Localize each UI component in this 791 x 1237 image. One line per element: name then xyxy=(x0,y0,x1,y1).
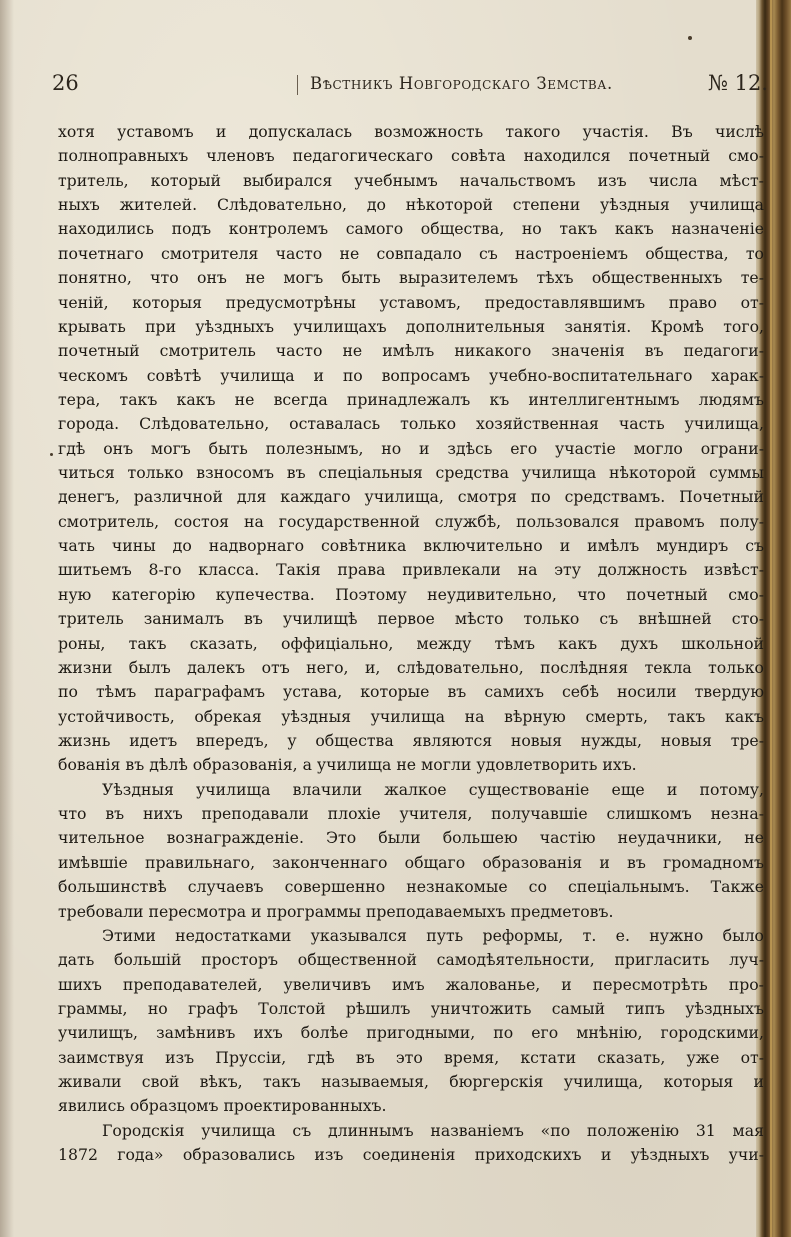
text-line: по тѣмъ параграфамъ устава, которые въ самихъ себѣ носили твердую xyxy=(58,682,764,702)
text-line: почетный смотритель часто не имѣлъ никакого значенія въ педагоги- xyxy=(58,341,764,361)
text-line: шитьемъ 8-го класса. Такія права привлекали на эту должность извѣст- xyxy=(58,560,764,580)
text-line: Уѣздныя училища влачили жалкое существованіе еще и потому, xyxy=(102,779,764,799)
text-line: ную категорію купечества. Поэтому неудивительно, что почетный смо- xyxy=(58,584,764,604)
ink-speck xyxy=(688,36,692,40)
text-line: хотя уставомъ и допускалась возможность такого участія. Въ числѣ xyxy=(58,122,764,141)
text-line: живали свой вѣкъ, такъ называемыя, бюргерскія училища, которыя и xyxy=(58,1072,764,1092)
ink-speck xyxy=(50,453,53,456)
text-line: тритель, который выбирался учебнымъ начальствомъ изъ числа мѣст- xyxy=(58,170,764,190)
text-line: почетнаго смотрителя часто не совпадало съ настроеніемъ общества, то xyxy=(58,243,764,263)
text-line: чительное вознагражденіе. Это были большею частію неудачники, не xyxy=(58,828,764,848)
header-divider xyxy=(297,75,298,95)
text-line: находились подъ контролемъ самого общества, но такъ какъ назначеніе xyxy=(58,219,764,239)
text-line: Этими недостатками указывался путь реформы, т. е. нужно было xyxy=(102,925,764,945)
text-line: жизнь идетъ впередъ, у общества являются новыя нужды, новыя тре- xyxy=(58,730,764,750)
text-line: дать большій просторъ общественной самодѣятельности, пригласить луч- xyxy=(58,950,764,970)
text-line: шихъ преподавателей, увеличивъ имъ жалованье, и пересмотрѣть про- xyxy=(58,974,764,994)
text-line: явились образцомъ проектированныхъ. xyxy=(58,1096,387,1116)
text-line: чать чины до надворнаго совѣтника включительно и имѣлъ мундиръ съ xyxy=(58,536,764,556)
text-line: ныхъ жителей. Слѣдовательно, до нѣкоторой степени уѣздныя училища xyxy=(58,195,764,215)
text-line: жизни былъ далекъ отъ него, и, слѣдовательно, послѣдняя текла только xyxy=(58,657,764,677)
text-line: понятно, что онъ не могъ быть выразителемъ тѣхъ общественныхъ те- xyxy=(58,268,764,288)
text-line: 1872 года» образовались изъ соединенія приходскихъ и уѣздныхъ учи- xyxy=(58,1145,764,1165)
text-line: ченій, которыя предусмотрѣны уставомъ, предоставлявшимъ право от- xyxy=(58,292,764,312)
text-line: крывать при уѣздныхъ училищахъ дополнительныя занятія. Кромѣ того, xyxy=(58,316,764,336)
binding-shadow xyxy=(0,0,14,1237)
running-header xyxy=(52,71,768,101)
text-line: полноправныхъ членовъ педагогическаго совѣта находился почетный смо- xyxy=(58,146,764,166)
journal-title: Вѣстникъ Новгородскаго Земства. xyxy=(310,74,613,93)
text-line: читься только взносомъ въ спеціальныя средства училища нѣкоторой суммы xyxy=(58,463,764,483)
page-number: 26 xyxy=(52,71,79,95)
text-line: города. Слѣдовательно, оставалась только хозяйственная часть училища, xyxy=(58,414,764,434)
text-line: граммы, но графъ Толстой рѣшилъ уничтожить самый типъ уѣздныхъ xyxy=(58,998,764,1018)
text-line: роны, такъ сказать, оффиціально, между тѣмъ какъ духъ школьной xyxy=(58,633,764,653)
text-line: тритель занималъ въ училищѣ первое мѣсто только съ внѣшней сто- xyxy=(58,609,764,629)
text-line: требовали пересмотра и программы преподаваемыхъ предметовъ. xyxy=(58,901,614,921)
text-line: смотритель, состоя на государственной службѣ, пользовался правомъ полу- xyxy=(58,511,764,531)
text-line: устойчивость, обрекая уѣздныя училища на вѣрную смерть, такъ какъ xyxy=(58,706,764,726)
text-line: Городскія училища съ длиннымъ названіемъ «по положенію 31 мая xyxy=(102,1120,764,1140)
issue-number: № 12. xyxy=(708,71,768,95)
text-line: большинствѣ случаевъ совершенно незнакомые со спеціальнымъ. Также xyxy=(58,877,764,897)
text-line: тера, такъ какъ не всегда принадлежалъ къ интеллигентнымъ людямъ xyxy=(58,389,764,409)
text-line: имѣвшіе правильнаго, законченнаго общаго образованія и въ громадномъ xyxy=(58,852,764,872)
book-edge-highlight xyxy=(770,0,772,1237)
text-line: заимствуя изъ Пруссіи, гдѣ въ это время, кстати сказать, уже от- xyxy=(58,1047,764,1067)
text-line: ческомъ совѣтѣ училища и по вопросамъ учебно-воспитательнаго харак- xyxy=(58,365,764,385)
text-line: бованія въ дѣлѣ образованія, а училища не могли удовлетворить ихъ. xyxy=(58,755,637,775)
text-line: училищъ, замѣнивъ ихъ болѣе пригодными, по его мнѣнію, городскими, xyxy=(58,1023,764,1043)
text-line: гдѣ онъ могъ быть полезнымъ, но и здѣсь его участіе могло ограни- xyxy=(58,438,764,458)
text-line: что въ нихъ преподавали плохіе учителя, получавшіе слишкомъ незна- xyxy=(58,804,764,824)
body-text xyxy=(58,120,764,1167)
text-line: денегъ, различной для каждаго училища, смотря по средствамъ. Почетный xyxy=(58,487,764,507)
